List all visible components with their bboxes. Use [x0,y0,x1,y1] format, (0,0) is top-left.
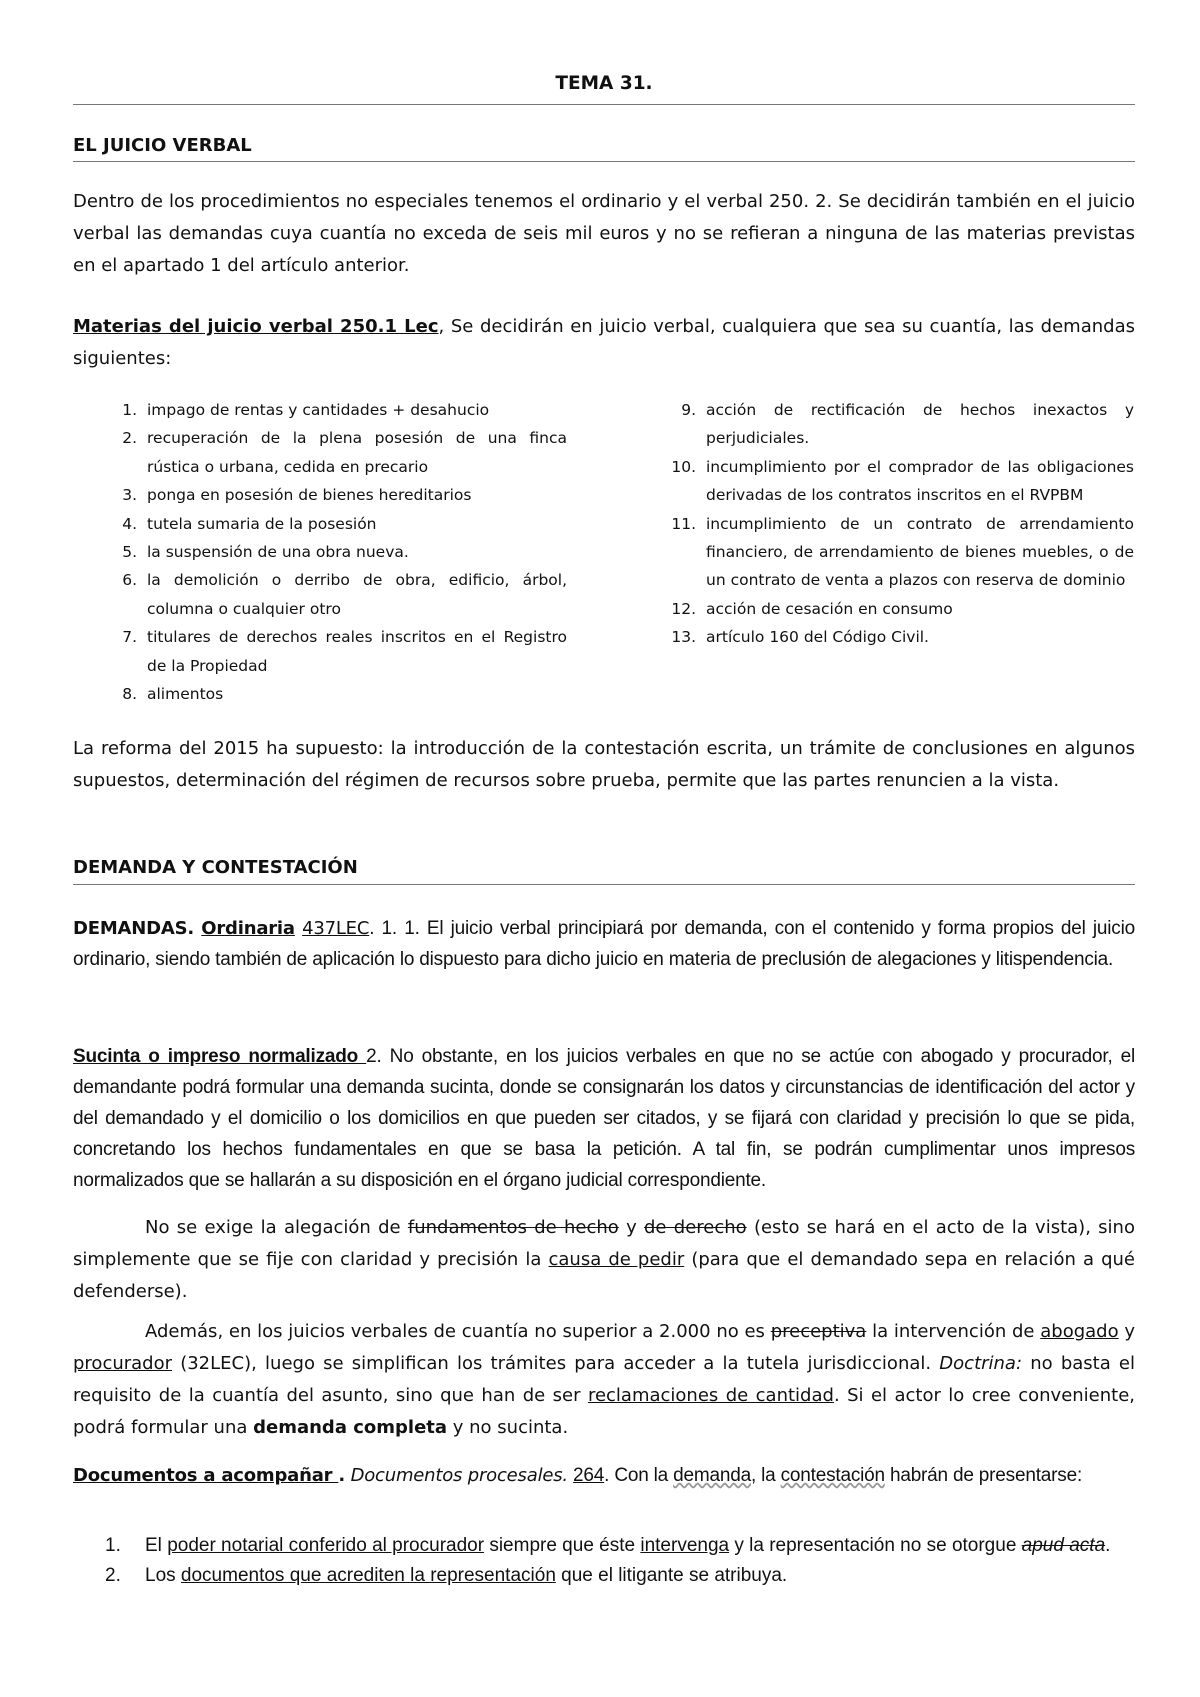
no-exige-text-4: (para que el demandado sepa en relación a qué defenderse). [73,1249,1136,1302]
list-item-number: 9. [681,401,696,419]
list-item [105,1531,1135,1561]
documentos-text-3: habrán de presentarse: [884,1465,1083,1486]
list-item-text: acción de rectificación de hechos inexactos y perjudiciales. [706,401,1134,448]
reforma-paragraph: La reforma del 2015 ha supuesto: la introducción de la contestación escrita, un trámite de conclusiones en algunos supuestos, determinación del régimen de recursos sobre prueba, permite que las partes renuncien a la vista. [73,738,1135,791]
list-item [107,538,567,566]
list-item [107,680,567,708]
no-exige-text-2: y [618,1217,644,1238]
ademas-text-6: . Si el actor lo cree conveniente, podrá formular una [73,1385,1136,1438]
doc-1-intervenga: intervenga [640,1535,730,1556]
ademas-text-4: (32LEC), luego se simplifican los trámites para acceder a la tutela jurisdiccional. [172,1353,940,1374]
no-exige-text-1: No se exige la alegación de [145,1217,408,1238]
documentos-text-2: , la [750,1465,781,1486]
materias-list-left [107,396,567,708]
ademas-text-7: y no sucinta. [447,1417,569,1438]
list-item [107,510,567,538]
doc-1-apud-acta: apud acta [1021,1535,1106,1556]
list-item [107,623,567,680]
reclamaciones-cantidad: reclamaciones de cantidad [587,1385,834,1406]
list-item-number: 4. [122,514,137,533]
list-item [107,566,567,623]
ordinaria-label: Ordinaria [201,918,295,939]
documentos-list [105,1531,1135,1591]
demandas-paragraph [73,913,1135,975]
abogado-term: abogado [1040,1321,1119,1342]
demanda-completa: demanda completa [253,1417,448,1438]
ordinaria-ref: 437LEC [302,918,370,939]
list-item-text: incumplimiento de un contrato de arrendamiento financiero, de arrendamiento de bienes muebles, o de un contrato de venta a plazos con reserva de dominio [706,514,1134,590]
documentos-dot: . [338,1465,346,1486]
documentos-ref: 264 [573,1465,605,1486]
list-item-number: 6. [122,571,137,590]
materias-text: , Se decidirán en juicio verbal, cualquiera que sea su cuantía, las demandas siguientes: [73,316,1135,369]
list-item-text: titulares de derechos reales inscritos en el Registro de la Propiedad [147,628,567,675]
list-item-number: 8. [122,685,137,704]
documentos-procesales: Documentos procesales. [345,1465,568,1486]
sucinta-paragraph [73,1041,1135,1196]
doc-1-text-2: siempre que éste [484,1535,641,1556]
ademas-paragraph [73,1316,1135,1444]
list-item-number: 5. [122,543,137,562]
list-item-text: recuperación de la plena posesión de una finca rústica o urbana, cedida en precario [147,429,567,476]
documentos-label: Documentos a acompañar [73,1465,339,1486]
list-item-text: incumplimiento por el comprador de las obligaciones derivadas de los contratos inscritos en el RVPBM [706,457,1134,505]
materias-label: Materias del juicio verbal 250.1 Lec [73,316,439,337]
list-item-text: artículo 160 del Código Civil. [706,628,929,647]
list-item-text: la suspensión de una obra nueva. [147,543,409,562]
intro-paragraph: Dentro de los procedimientos no especiales tenemos el ordinario y el verbal 250. 2. Se decidirán también en el juicio verbal las demandas cuya cuantía no exceda de seis mil euros y no se refieran a ninguna de las materias previstas en el apartado 1 del artículo anterior. [73,191,1135,276]
ademas-text-5: no basta el requisito de la cuantía del asunto, sino que han de ser [73,1353,1135,1406]
section-heading-juicio-verbal: EL JUICIO VERBAL [73,135,252,156]
list-item [107,396,567,424]
title-rule [73,104,1135,105]
sucinta-label: Sucinta o impreso normalizado [73,1046,367,1067]
doc-2-text-2: que el litigante se atribuya. [555,1565,788,1586]
materias-paragraph [73,311,1135,375]
list-item [666,453,1134,510]
list-item [107,424,567,481]
section-rule-1 [73,161,1135,162]
list-item-text: acción de cesación en consumo [706,599,953,618]
procurador-term: procurador [73,1353,173,1374]
list-item-number: 2. [122,429,137,448]
list-item [666,595,1134,623]
list-item-number: 13. [671,628,696,647]
documentos-text-1: . Con la [604,1465,674,1486]
list-item [107,481,567,509]
list-item-text: la demolición o derribo de obra, edificio, árbol, columna o cualquier otro [147,571,567,618]
section-rule-2 [73,884,1135,885]
strike-preceptiva: preceptiva [770,1321,867,1342]
doc-1-text-3: y la representación no se otorgue [729,1535,1022,1556]
causa-de-pedir: causa de pedir [548,1249,685,1270]
doc-2-documentos-representacion: documentos que acrediten la representación [180,1565,556,1586]
demandas-text: . 1. 1. El juicio verbal principiará por demanda, con el contenido y forma propios del juicio ordinario, siendo también de aplicación lo dispuesto para dicho juicio en materia de preclusión de alegaciones y litispendencia. [73,918,1135,970]
list-item-text: alimentos [147,685,224,704]
doc-1-text-1: El [145,1535,168,1556]
list-item [666,510,1134,595]
no-exige-text-3: (esto se hará en el acto de la vista), sino simplemente que se fije con claridad y precisión la [73,1217,1135,1270]
strike-fundamentos-hecho: fundamentos de hecho [407,1217,619,1238]
ademas-text-2: la intervención de [866,1321,1041,1342]
strike-de-derecho: de derecho [644,1217,747,1238]
list-item-number: 3. [122,486,137,505]
doc-1-text-4: . [1105,1535,1111,1556]
page-title: TEMA 31. [555,73,653,94]
materias-list-right [666,396,1134,652]
no-exige-paragraph [73,1212,1135,1308]
doc-2-text-1: Los [145,1565,181,1586]
list-item-number: 1. [122,401,137,419]
list-item [105,1561,1135,1591]
list-item-text: tutela sumaria de la posesión [147,514,377,533]
ademas-text-1: Además, en los juicios verbales de cuantía no superior a 2.000 no es [145,1321,771,1342]
section-heading-demanda-contestacion: DEMANDA Y CONTESTACIÓN [73,857,358,878]
list-item-number: 12. [671,599,696,618]
list-item-number: 7. [122,628,137,647]
list-item-text: ponga en posesión de bienes hereditarios [147,486,472,505]
list-item-number: 1. [105,1535,121,1556]
doctrina-label: Doctrina: [939,1353,1023,1374]
list-item-number: 2. [105,1565,121,1586]
list-item-number: 11. [671,514,696,533]
list-item-text: impago de rentas y cantidades + desahucio [147,401,490,419]
sucinta-text: 2. No obstante, en los juicios verbales en que no se actúe con abogado y procurador, el demandante podrá formular una demanda sucinta, donde se consignarán los datos y circunstancias de identificación del actor y del demandado y el domicilio o los domicilios en que pueden ser citados, y se fijará con claridad y precisión lo que se pida, concretando los hechos fundamentales en que se basa la petición. A tal fin, se podrán cumplimentar unos impresos normalizados que se hallarán a su disposición en el órgano judicial correspondiente. [73,1046,1136,1191]
documentos-paragraph [73,1460,1135,1491]
doc-1-poder-notarial: poder notarial conferido al procurador [167,1535,485,1556]
list-item [666,396,1134,453]
ademas-text-3: y [1118,1321,1136,1342]
demanda-word: demanda [673,1465,751,1486]
contestacion-word: contestación [780,1465,885,1486]
list-item-number: 10. [671,457,696,476]
list-item [666,623,1134,651]
demandas-label: DEMANDAS. [73,918,195,939]
